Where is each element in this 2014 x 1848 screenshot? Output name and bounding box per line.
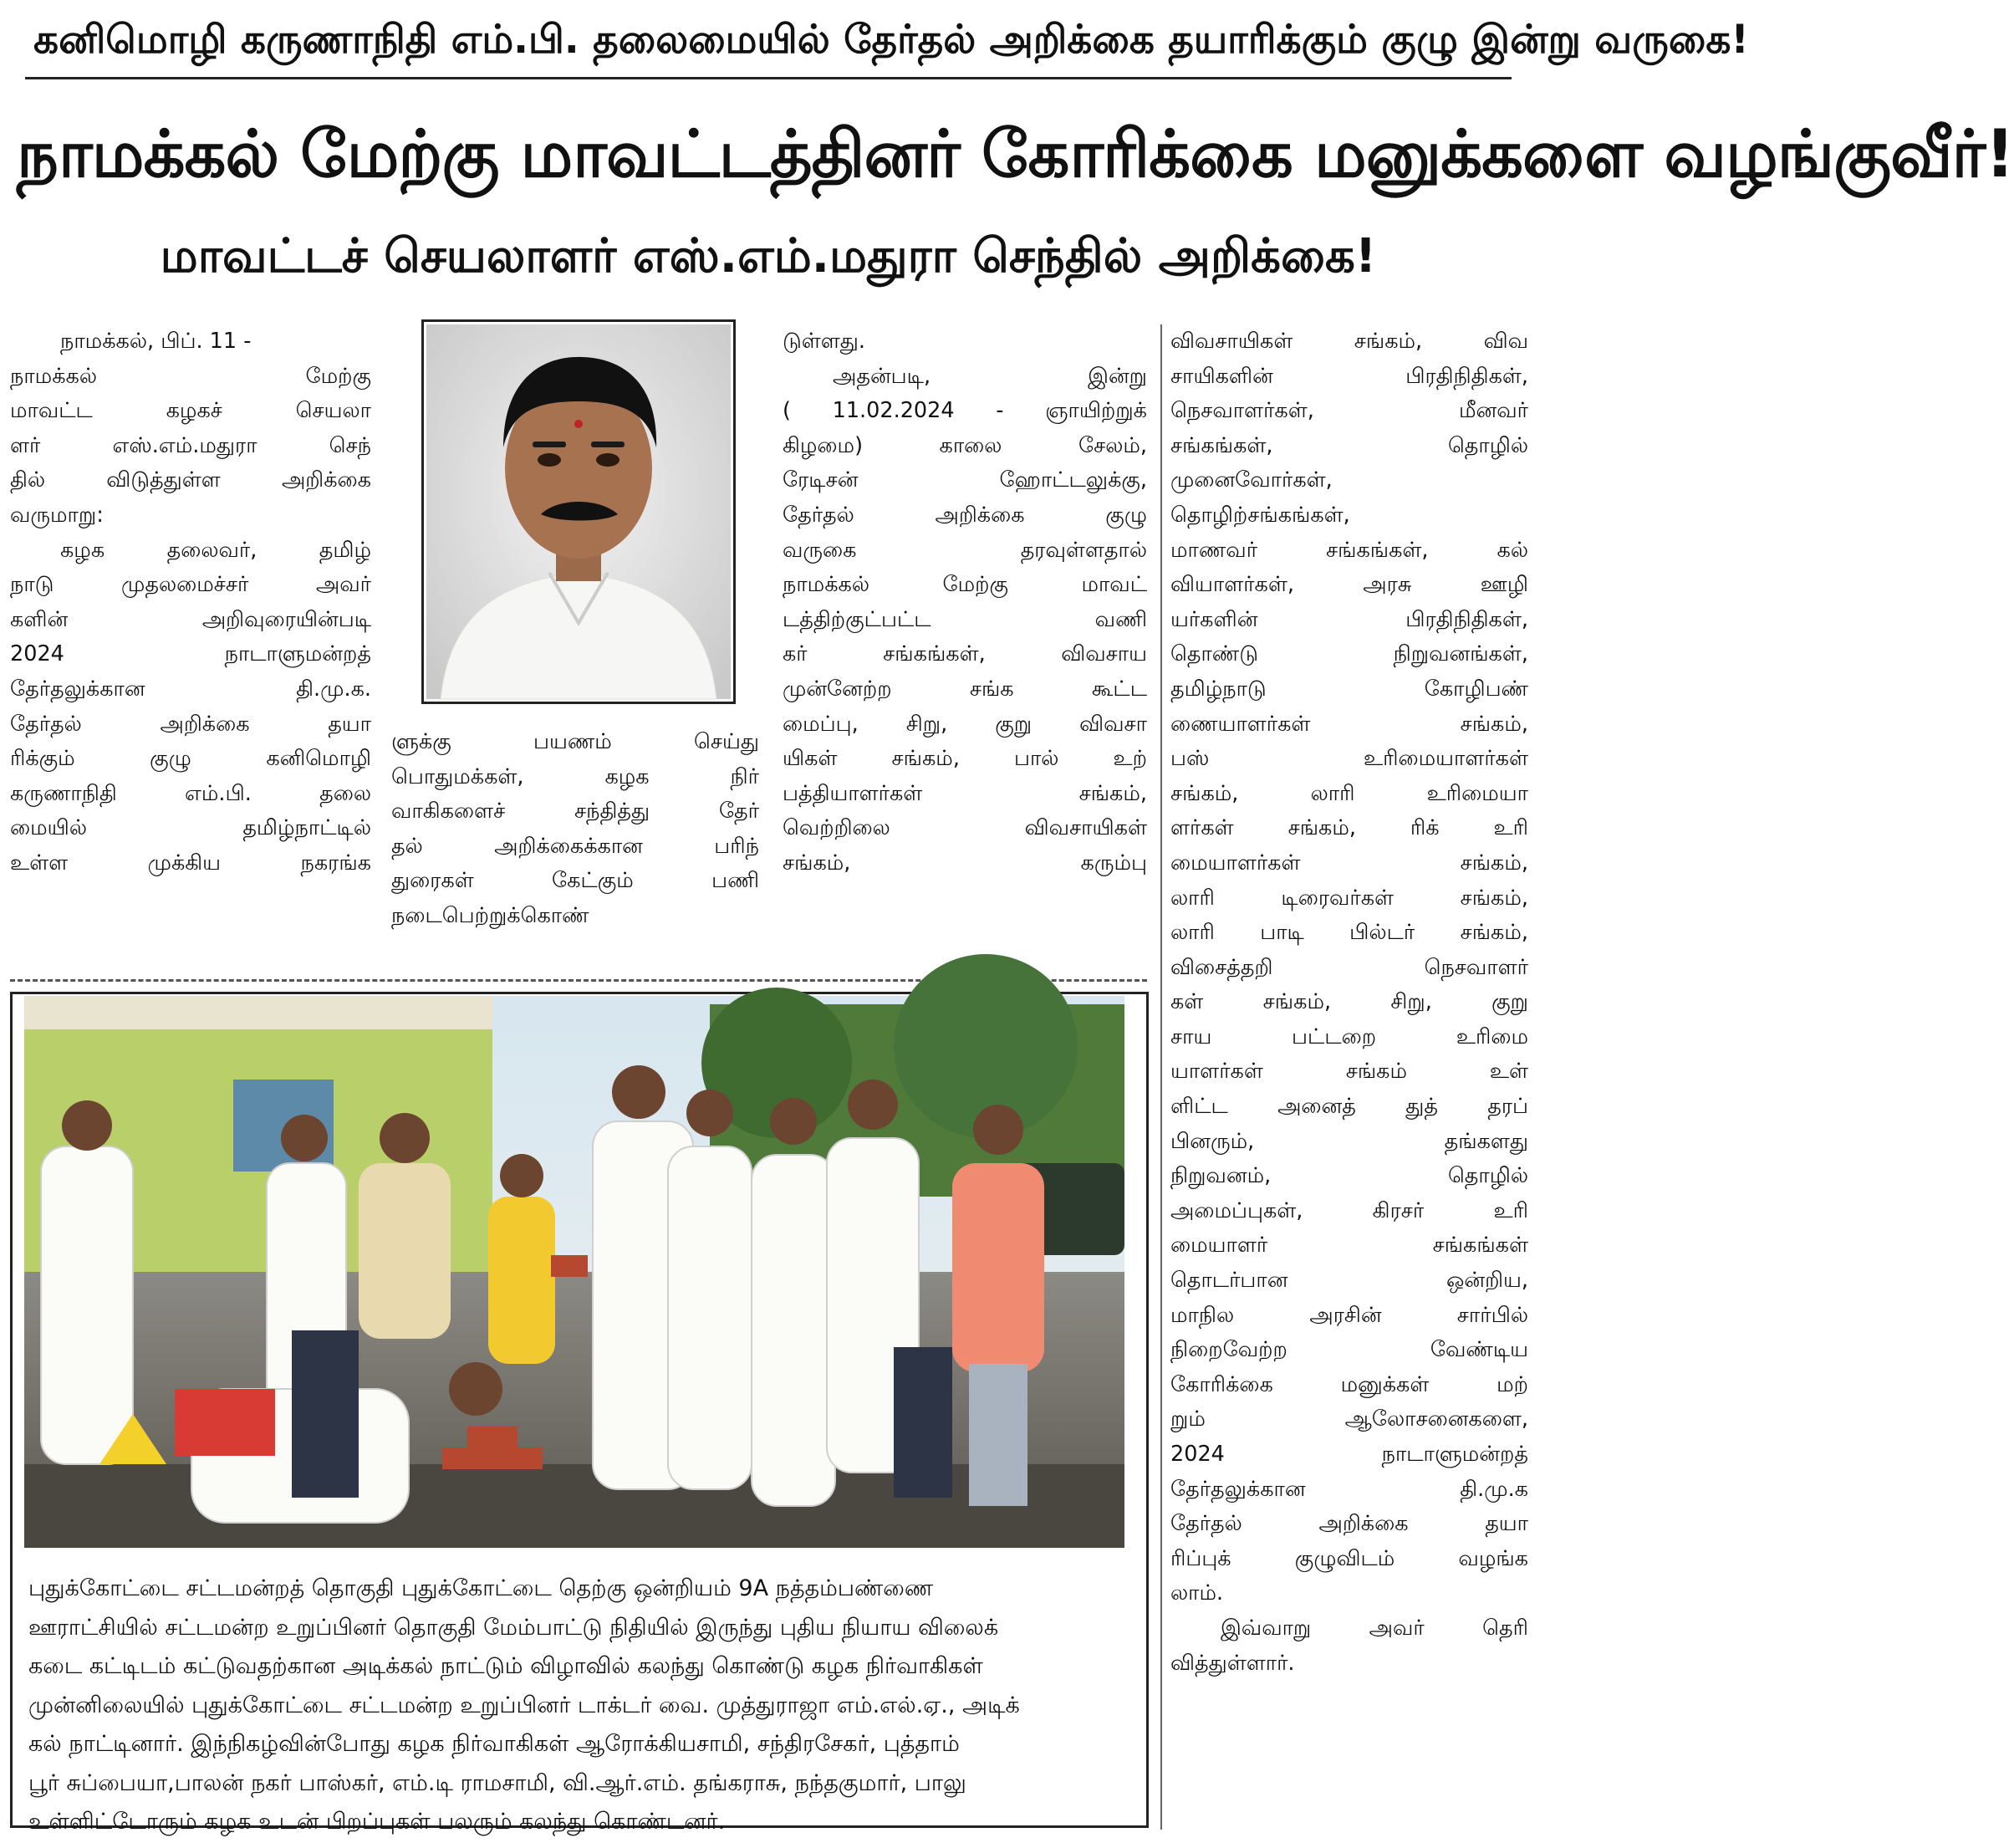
event-photo (24, 996, 1158, 1548)
text-line: மையாளர் சங்கங்கள் (1170, 1233, 1528, 1258)
text-line: தேர்தல் அறிக்கை குழு (783, 502, 1147, 528)
text-line: வெற்றிலை விவசாயிகள் (783, 815, 1147, 841)
text-line: கழக தலைவர், தமிழ் (60, 537, 371, 563)
text-line: லாம். (1170, 1580, 1224, 1606)
text-line: விசைத்தறி நெசவாளர் (1170, 954, 1528, 980)
text-line: பத்தியாளர்கள் சங்கம், (783, 780, 1147, 806)
text-line: வருமாறு: (10, 502, 104, 528)
text-line: நாமக்கல் மேற்கு (10, 363, 371, 389)
column-divider (1160, 324, 1162, 1830)
text-line: நடைபெற்றுக்கொண் (391, 902, 589, 928)
text-line: மைப்பு, சிறு, குறு விவசா (783, 711, 1147, 737)
text-line: களின் அறிவுரையின்படி (10, 606, 371, 632)
article-column-2 (391, 725, 759, 942)
article-column-1 (10, 324, 371, 910)
text-line: துரைகள் கேட்கும் பணி (391, 868, 759, 894)
text-line: யாளர்கள் சங்கம் உள் (1170, 1059, 1528, 1085)
text-line: விவசாயிகள் சங்கம், விவ (1170, 329, 1528, 354)
text-line: நாடு முதலமைச்சர் அவர் (10, 572, 371, 598)
text-line: ஊராட்சியில் சட்டமன்ற உறுப்பினர் தொகுதி மேம்பாட்டு நிதியில் இருந்து புதிய நியாய விலைக் (28, 1614, 999, 1641)
portrait-photo (421, 319, 736, 704)
text-line: பொதுமக்கள், கழக நிர் (391, 763, 759, 789)
text-line: யர்களின் பிரதிநிதிகள், (1170, 606, 1528, 632)
text-line: கர் சங்கங்கள், விவசாய (783, 641, 1147, 667)
text-line: ணையாளர்கள் சங்கம், (1170, 711, 1528, 737)
sub-headline: மாவட்டச் செயலாளர் எஸ்.எம்.மதுரா செந்தில் அறிக்கை! (160, 229, 1377, 283)
text-line: ரேடிசன் ஹோட்டலுக்கு, (783, 467, 1147, 493)
text-line: வித்துள்ளார். (1170, 1650, 1295, 1676)
main-headline: நாமக்கல் மேற்கு மாவட்டத்தினர் கோரிக்கை மனுக்களை வழங்குவீர்! (17, 117, 2014, 192)
text-line: சாய பட்டறை உரிமை (1170, 1024, 1528, 1049)
text-line: பினரும், தங்களது (1170, 1128, 1528, 1154)
text-line: மாணவர் சங்கங்கள், கல் (1170, 537, 1528, 563)
text-line: முன்னேற்ற சங்க கூட்ட (783, 676, 1147, 702)
text-line: நிறைவேற்ற வேண்டிய (1170, 1337, 1528, 1363)
text-line: தேர்தல் அறிக்கை தயா (1170, 1511, 1528, 1537)
text-line: நிறுவனம், தொழில் (1170, 1163, 1528, 1189)
portrait-image (424, 322, 733, 702)
text-line: வாகிகளைச் சந்தித்து தேர் (391, 799, 759, 824)
text-line: டுள்ளது. (783, 329, 865, 354)
text-line: ரிப்புக் குழுவிடம் வழங்க (1170, 1545, 1528, 1571)
text-line: வியாளர்கள், அரசு ஊழி (1170, 572, 1528, 598)
text-line: ளிட்ட அனைத் துத் தரப் (1170, 1094, 1528, 1120)
text-line: தொண்டு நிறுவனங்கள், (1170, 641, 1528, 667)
text-line: தில் விடுத்துள்ள அறிக்கை (10, 467, 371, 493)
text-line: கோரிக்கை மனுக்கள் மற் (1170, 1371, 1528, 1397)
text-line: நாமக்கல், பிப். 11 - (60, 329, 252, 354)
text-line: உள்ள முக்கிய நகரங்க (10, 850, 371, 876)
text-line: 2024 நாடாளுமன்றத் (10, 641, 371, 667)
text-line: மையில் தமிழ்நாட்டில் (10, 815, 371, 841)
text-line: தொழிற்சங்கங்கள், (1170, 502, 1350, 528)
text-line: சங்கம், கரும்பு (783, 850, 1147, 876)
text-line: வருகை தரவுள்ளதால் (783, 537, 1147, 563)
kicker-headline: கனிமொழி கருணாநிதி எம்.பி. தலைமையில் தேர்தல் அறிக்கை தயாரிக்கும் குழு இன்று வருகை! (33, 17, 1749, 63)
text-line: கள் சங்கம், சிறு, குறு (1170, 989, 1528, 1015)
photo-caption (28, 1570, 1132, 1842)
text-line: 2024 நாடாளுமன்றத் (1170, 1442, 1528, 1467)
text-line: புதுக்கோட்டை சட்டமன்றத் தொகுதி புதுக்கோட்டை தெற்கு ஒன்றியம் 9A நத்தம்பண்ணை (28, 1575, 934, 1601)
text-line: யிகள் சங்கம், பால் உற் (783, 746, 1147, 772)
text-line: தேர்தலுக்கான தி.மு.க. (10, 676, 371, 702)
text-line: தமிழ்நாடு கோழிபண் (1170, 676, 1528, 702)
text-line: றும் ஆலோசனைகளை, (1170, 1406, 1528, 1432)
text-line: தேர்தலுக்கான தி.மு.க (1170, 1476, 1528, 1502)
text-line: கடை கட்டிடம் கட்டுவதற்கான அடிக்கல் நாட்டும் விழாவில் கலந்து கொண்டு கழக நிர்வாகிகள் (28, 1653, 983, 1679)
text-line: ரிக்கும் குழு கனிமொழி (10, 746, 371, 772)
text-line: சாயிகளின் பிரதிநிதிகள், (1170, 363, 1528, 389)
text-line: சங்கங்கள், தொழில் (1170, 432, 1528, 458)
text-line: தல் அறிக்கைக்கான பரிந் (391, 833, 759, 859)
text-line: இவ்வாறு அவர் தெரி (1221, 1615, 1528, 1641)
text-line: ளர்கள் சங்கம், ரிக் உரி (1170, 815, 1528, 841)
text-line: ளர் எஸ்.எம்.மதுரா செந் (10, 432, 371, 458)
text-line: டத்திற்குட்பட்ட வணி (783, 606, 1147, 632)
text-line: முன்னிலையில் புதுக்கோட்டை சட்டமன்ற உறுப்பினர் டாக்டர் வை. முத்துராஜா எம்.எல்.ஏ., அடிக் (28, 1692, 1020, 1718)
text-line: அமைப்புகள், கிரசர் உரி (1170, 1197, 1528, 1223)
text-line: சங்கம், லாரி உரிமையா (1170, 780, 1528, 806)
text-line: கல் நாட்டினார். இந்நிகழ்வின்போது கழக நிர்வாகிகள் ஆரோக்கியசாமி, சந்திரசேகர், புத்தாம் (28, 1731, 960, 1757)
text-line: பஸ் உரிமையாளர்கள் (1170, 746, 1528, 772)
article-column-4 (1170, 324, 1528, 1830)
article-column-3 (783, 324, 1147, 910)
text-line: அதன்படி, இன்று (833, 363, 1147, 389)
text-line: கருணாநிதி எம்.பி. தலை (10, 780, 371, 806)
text-line: ( 11.02.2024 - ஞாயிற்றுக் (783, 398, 1147, 424)
text-line: மாவட்ட கழகச் செயலா (10, 398, 371, 424)
text-line: கிழமை) காலை சேலம், (783, 432, 1147, 458)
text-line: லாரி டிரைவர்கள் சங்கம், (1170, 885, 1528, 911)
text-line: நெசவாளர்கள், மீனவர் (1170, 398, 1528, 424)
text-line: தேர்தல் அறிக்கை தயா (10, 711, 371, 737)
text-line: நாமக்கல் மேற்கு மாவட் (783, 572, 1147, 598)
text-line: ளுக்கு பயணம் செய்து (391, 729, 759, 754)
text-line: தொடர்பான ஒன்றிய, (1170, 1268, 1528, 1294)
text-line: பூர் சுப்பையா,பாலன் நகர் பாஸ்கர், எம்.டி ராமசாமி, வி.ஆர்.எம். தங்கராசு, நந்தகுமார், பாலு (28, 1769, 966, 1796)
text-line: மையாளர்கள் சங்கம், (1170, 850, 1528, 876)
header-rule (25, 77, 1512, 79)
text-line: லாரி பாடி பில்டர் சங்கம், (1170, 920, 1528, 946)
text-line: முனைவோர்கள், (1170, 467, 1333, 493)
text-line: மாநில அரசின் சார்பில் (1170, 1302, 1528, 1328)
text-line: உள்ளிட்டோரும் கழக உடன் பிறப்புகள் பலரும் கலந்து கொண்டனர். (28, 1809, 726, 1835)
